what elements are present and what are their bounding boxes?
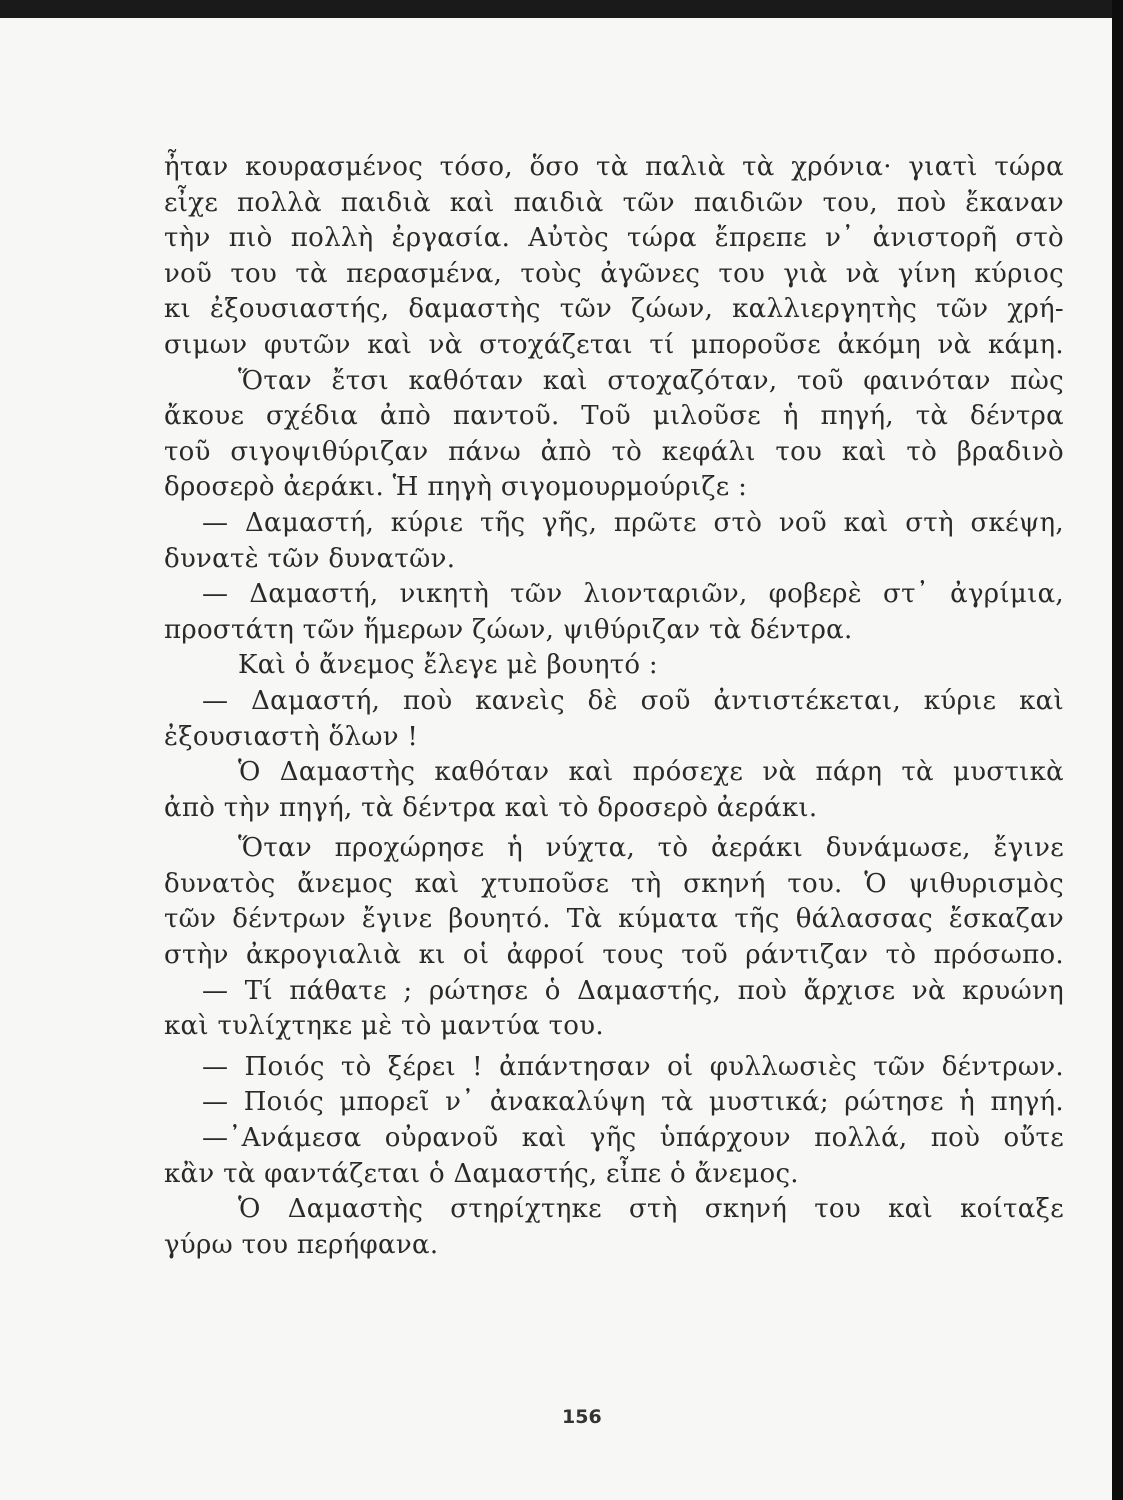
text-line: Ὅταν ἔτσι καθόταν καὶ στοχαζόταν, τοῦ φαινόταν πὼς	[238, 365, 1064, 396]
body-text	[164, 150, 1064, 1263]
text-line: κἂν τὰ φαντάζεται ὁ Δαμαστής, εἶπε ὁ ἄνεμος.	[164, 1158, 799, 1189]
text-line: ἦταν κουρασμένος τόσο, ὅσο τὰ παλιὰ τὰ χρόνια· γιατὶ τώρα	[164, 152, 1064, 182]
text-line: — Ποιός τὸ ξέρει ! ἀπάντησαν οἱ φυλλωσιὲς τῶν δέντρων.	[202, 1051, 1064, 1082]
text-line: εἶχε πολλὰ παιδιὰ καὶ παιδιὰ τῶν παιδιῶν του, ποὺ ἔκαναν	[164, 187, 1064, 218]
text-line: ἀπὸ τὴν πηγή, τὰ δέντρα καὶ τὸ δροσερὸ ἀεράκι.	[164, 792, 818, 823]
text-line: δροσερὸ ἀεράκι. Ἡ πηγὴ σιγομουρμούριζε :	[164, 472, 748, 503]
text-line: Ὅταν προχώρησε ἡ νύχτα, τὸ ἀεράκι δυνάμωσε, ἔγινε	[238, 833, 1064, 864]
text-line: προστάτη τῶν ἥμερων ζώων, ψιθύριζαν τὰ δέντρα.	[164, 614, 853, 645]
text-line: Ὁ Δαμαστὴς στηρίχτηκε στὴ σκηνή του καὶ κοίταξε	[238, 1194, 1064, 1225]
text-line: — Δαμαστή, κύριε τῆς γῆς, πρῶτε στὸ νοῦ καὶ στὴ σκέψη,	[202, 507, 1064, 538]
text-line: δυνατὸς ἄνεμος καὶ χτυποῦσε τὴ σκηνή του. Ὁ ψιθυρισμὸς	[164, 868, 1064, 899]
text-line: — Δαμαστή, ποὺ κανεὶς δὲ σοῦ ἀντιστέκεται, κύριε καὶ	[202, 685, 1064, 716]
text-line: — Τί πάθατε ; ρώτησε ὁ Δαμαστής, ποὺ ἄρχισε νὰ κρυώνη	[202, 975, 1064, 1006]
text-line: τὴν πιὸ πολλὴ ἐργασία. Αὐτὸς τώρα ἔπρεπε ν᾽ ἀνιστορῆ στὸ	[164, 223, 1064, 254]
text-line: — Δαμαστή, νικητὴ τῶν λιονταριῶν, φοβερὲ στ᾽ ἀγρίμια,	[202, 579, 1064, 610]
text-line: τῶν δέντρων ἔγινε βουητό. Τὰ κύματα τῆς θάλασσας ἔσκαζαν	[164, 904, 1064, 935]
text-line: — Ποιός μπορεῖ ν᾽ ἀνακαλύψη τὰ μυστικά; ρώτησε ἡ πηγή.	[202, 1087, 1064, 1118]
text-line: καὶ τυλίχτηκε μὲ τὸ μαντύα του.	[164, 1011, 604, 1042]
text-line: τοῦ σιγοψιθύριζαν πάνω ἀπὸ τὸ κεφάλι του καὶ τὸ βραδινὸ	[164, 436, 1064, 467]
text-line: ἐξουσιαστὴ ὅλων !	[164, 721, 419, 752]
text-line: στὴν ἀκρογιαλιὰ κι οἱ ἀφροί τους τοῦ ράντιζαν τὸ πρόσωπο.	[164, 940, 1064, 971]
text-line: ἄκουε σχέδια ἀπὸ παντοῦ. Τοῦ μιλοῦσε ἡ πηγή, τὰ δέντρα	[164, 401, 1064, 432]
text-line: —᾽Ανάμεσα οὐρανοῦ καὶ γῆς ὑπάρχουν πολλά, ποὺ οὔτε	[202, 1123, 1064, 1154]
text-line: Καὶ ὁ ἄνεμος ἔλεγε μὲ βουητό :	[238, 650, 658, 681]
page-number: 156	[562, 1406, 602, 1428]
text-line: νοῦ του τὰ περασμένα, τοὺς ἀγῶνες του γιὰ νὰ γίνη κύριος	[164, 258, 1064, 289]
page-edge-shadow	[1112, 0, 1123, 1500]
text-line: γύρω του περήφανα.	[164, 1229, 439, 1260]
text-line: δυνατὲ τῶν δυνατῶν.	[164, 543, 456, 574]
text-line: σιμων φυτῶν καὶ νὰ στοχάζεται τί μποροῦσε ἀκόμη νὰ κάμη.	[164, 329, 1064, 360]
text-line: κι ἐξουσιαστής, δαμαστὴς τῶν ζώων, καλλιεργητὴς τῶν χρή-	[164, 294, 1064, 325]
text-line: Ὁ Δαμαστὴς καθόταν καὶ πρόσεχε νὰ πάρη τὰ μυστικὰ	[238, 757, 1064, 788]
